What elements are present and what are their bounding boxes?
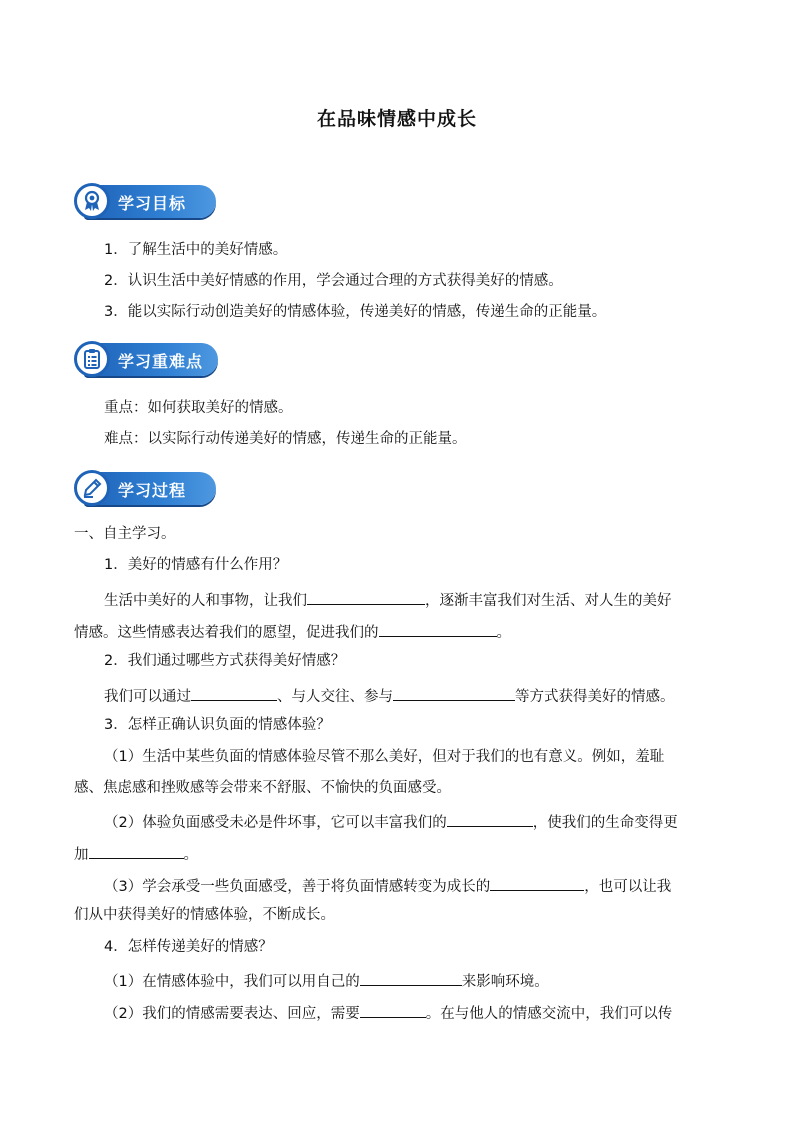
text: 加: [74, 847, 89, 863]
goal-item: 3．能以实际行动创造美好的情感体验，传递美好的情感，传递生命的正能量。: [104, 304, 607, 320]
answer-line: [104, 810, 678, 833]
text: 生活中美好的人和事物，让我们: [104, 593, 307, 609]
text: ，使我们的生命变得更: [532, 815, 678, 831]
medal-icon: [74, 183, 110, 219]
question-1: 1．美好的情感有什么作用？: [104, 557, 288, 573]
section-badge-keypoints: [74, 341, 218, 379]
difficult-point: 难点：以实际行动传递美好的情感，传递生命的正能量。: [104, 431, 467, 447]
section-label: 学习过程: [118, 481, 187, 500]
answer-line: [104, 684, 675, 707]
answer-line: [74, 842, 198, 865]
answer-line: [104, 969, 549, 992]
text: （3）学会承受一些负面感受，善于将负面情感转变为成长的: [104, 879, 491, 895]
answer-line: [104, 588, 672, 611]
key-point: 重点：如何获取美好的情感。: [104, 400, 293, 416]
page-title: 在品味情感中成长: [316, 108, 477, 130]
question-4: 4．怎样传递美好的情感？: [104, 939, 273, 955]
blank-field[interactable]: [490, 874, 584, 891]
text: 。: [496, 625, 511, 641]
question-2: 2．我们通过哪些方式获得美好情感？: [104, 653, 346, 669]
text: ，逐渐丰富我们对生活、对人生的美好: [425, 593, 672, 609]
goal-item: 2．认识生活中美好情感的作用，学会通过合理的方式获得美好的情感。: [104, 273, 563, 289]
text: 来影响环境。: [461, 974, 549, 990]
text: （2）我们的情感需要表达、回应，需要: [104, 1006, 360, 1022]
text: 我们可以通过: [104, 689, 191, 705]
section-badge-goals: [74, 183, 216, 221]
blank-field[interactable]: [307, 588, 425, 605]
text: （2）体验负面感受未必是件坏事，它可以丰富我们的: [104, 815, 447, 831]
section-label: 学习目标: [118, 194, 187, 213]
text: （1）在情感体验中，我们可以用自己的: [104, 974, 360, 990]
text: 。在与他人的情感交流中，我们可以传: [425, 1006, 673, 1022]
question-3: 3．怎样正确认识负面的情感体验？: [104, 717, 331, 733]
section-heading: 一、自主学习。: [74, 526, 176, 542]
answer-line: [104, 1001, 672, 1024]
paragraph-line: 们从中获得美好的情感体验，不断成长。: [74, 907, 335, 923]
pencil-icon: [74, 470, 110, 506]
paragraph-line: 感、焦虑感和挫败感等会带来不舒服、不愉快的负面感受。: [74, 780, 451, 796]
answer-line: [74, 620, 511, 643]
blank-field[interactable]: [89, 842, 184, 859]
text: 等方式获得美好的情感。: [515, 689, 675, 705]
text: 。: [183, 847, 198, 863]
text: 、与人交往、参与: [277, 689, 393, 705]
paragraph-line: （1）生活中某些负面的情感体验尽管不那么美好，但对于我们的也有意义。例如，羞耻: [104, 749, 665, 765]
section-badge-process: [74, 470, 216, 508]
blank-field[interactable]: [191, 684, 277, 701]
blank-field[interactable]: [447, 810, 533, 827]
goal-item: 1．了解生活中的美好情感。: [104, 242, 288, 258]
blank-field[interactable]: [379, 620, 497, 637]
blank-field[interactable]: [393, 684, 515, 701]
blank-field[interactable]: [360, 969, 462, 986]
section-label: 学习重难点: [118, 352, 204, 371]
text: ，也可以让我: [584, 879, 672, 895]
answer-line: [104, 874, 671, 897]
blank-field[interactable]: [360, 1001, 426, 1018]
text: 情感。这些情感表达着我们的愿望，促进我们的: [74, 625, 379, 641]
clipboard-icon: [74, 341, 110, 377]
